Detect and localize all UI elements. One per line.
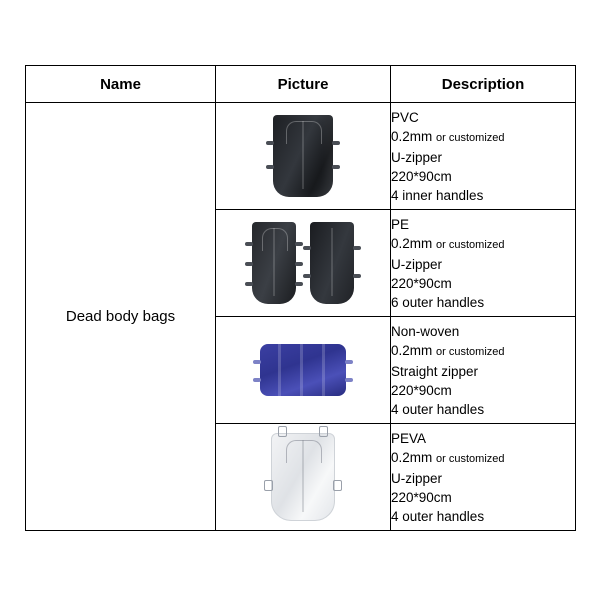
handle-icon — [345, 378, 353, 382]
product-description-cell-nonwoven — [391, 317, 576, 424]
handles-text: 4 inner handles — [391, 187, 484, 203]
white-peva-body-bag-icon — [271, 433, 335, 521]
handle-icon — [319, 426, 328, 437]
table-body — [26, 103, 576, 531]
column-header-picture: Picture — [216, 66, 391, 103]
table-row — [26, 103, 576, 210]
zipper-text: U-zipper — [391, 256, 443, 272]
pe-bag-illustration — [216, 213, 390, 313]
handle-icon — [245, 242, 253, 246]
zipper-line — [303, 440, 304, 512]
thickness-line — [391, 448, 575, 469]
zipper-line — [303, 121, 304, 189]
handle-icon — [353, 246, 361, 250]
material-text: Non-woven — [391, 323, 460, 339]
column-header-description: Description — [391, 66, 576, 103]
black-pe-body-bag-icon-left — [252, 222, 296, 304]
black-pvc-body-bag-icon — [273, 115, 333, 197]
thickness-line — [391, 341, 575, 362]
product-picture-cell-nonwoven — [216, 317, 391, 424]
handles-text: 4 outer handles — [391, 401, 485, 417]
blue-non-woven-body-bag-icon — [260, 344, 346, 396]
product-picture-cell-peva — [216, 424, 391, 531]
handle-icon — [295, 262, 303, 266]
zipper-text: U-zipper — [391, 149, 443, 165]
zipper-line — [274, 228, 275, 296]
product-description-cell-pe — [391, 210, 576, 317]
handle-icon — [303, 246, 311, 250]
size-text: 220*90cm — [391, 382, 452, 398]
handle-icon — [245, 282, 253, 286]
zipper-text: U-zipper — [391, 470, 443, 486]
handle-icon — [295, 282, 303, 286]
thickness-note-text: or customized — [436, 452, 505, 465]
thickness-note-text: or customized — [436, 238, 505, 251]
handle-icon — [332, 141, 340, 145]
thickness-text: 0.2mm — [391, 342, 433, 358]
thickness-line — [391, 127, 575, 148]
table-header — [26, 66, 576, 103]
handle-icon — [278, 426, 287, 437]
thickness-line — [391, 234, 575, 255]
product-name-cell: Dead body bags — [26, 103, 216, 531]
handle-icon — [295, 242, 303, 246]
u-zipper-shape — [262, 228, 289, 251]
zipper-text: Straight zipper — [391, 363, 479, 379]
thickness-text: 0.2mm — [391, 235, 433, 251]
thickness-note-text: or customized — [436, 345, 505, 358]
black-pe-body-bag-icon-right — [310, 222, 354, 304]
handles-text: 6 outer handles — [391, 294, 485, 310]
size-text: 220*90cm — [391, 489, 452, 505]
thickness-text: 0.2mm — [391, 128, 433, 144]
u-zipper-shape — [286, 440, 323, 463]
nonwoven-bag-illustration — [216, 320, 390, 420]
strap-line — [300, 344, 303, 396]
handle-icon — [332, 165, 340, 169]
product-description-cell-pvc — [391, 103, 576, 210]
product-picture-cell-pe — [216, 210, 391, 317]
handle-icon — [253, 360, 261, 364]
pvc-bag-illustration — [216, 106, 390, 206]
product-spec-table — [25, 65, 576, 531]
column-header-name: Name — [26, 66, 216, 103]
handle-icon — [303, 274, 311, 278]
handle-icon — [266, 141, 274, 145]
zipper-line — [332, 228, 333, 296]
handle-icon — [253, 378, 261, 382]
handle-icon — [345, 360, 353, 364]
handle-icon — [264, 480, 273, 491]
material-text: PVC — [391, 109, 419, 125]
product-picture-cell-pvc — [216, 103, 391, 210]
strap-line — [278, 344, 281, 396]
thickness-note-text: or customized — [436, 131, 505, 144]
table-header-row — [26, 66, 576, 103]
handle-icon — [353, 274, 361, 278]
handle-icon — [266, 165, 274, 169]
handles-text: 4 outer handles — [391, 508, 485, 524]
material-text: PEVA — [391, 430, 427, 446]
handle-icon — [245, 262, 253, 266]
u-zipper-shape — [286, 121, 322, 144]
product-description-cell-peva — [391, 424, 576, 531]
peva-bag-illustration — [216, 427, 390, 527]
thickness-text: 0.2mm — [391, 449, 433, 465]
size-text: 220*90cm — [391, 275, 452, 291]
handle-icon — [333, 480, 342, 491]
size-text: 220*90cm — [391, 168, 452, 184]
material-text: PE — [391, 216, 410, 232]
strap-line — [322, 344, 325, 396]
